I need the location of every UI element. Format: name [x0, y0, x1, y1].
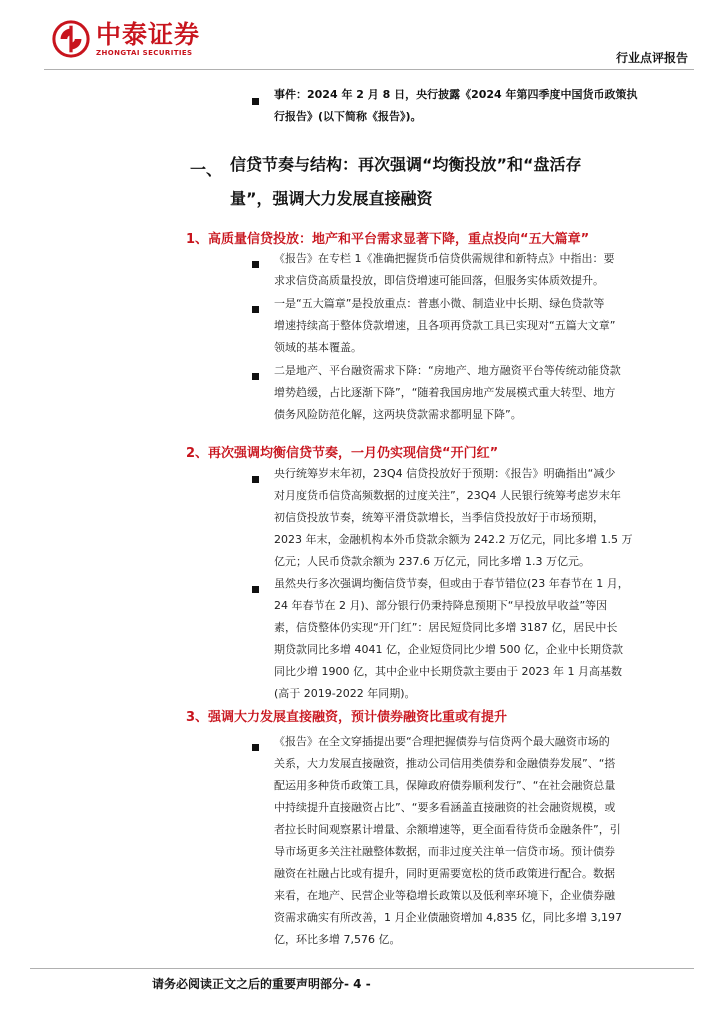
- logo-en: ZHONGTAI SECURITIES: [96, 48, 193, 57]
- page-footer: [152, 975, 371, 992]
- text-line: 对月度货币信贷高频数据的过度关注”，23Q4 人民银行统筹考虑岁末年: [274, 489, 621, 502]
- section-title-line: 量”，强调大力发展直接融资: [230, 189, 433, 208]
- bullet-icon: [252, 744, 259, 751]
- text-line: 者拉长时间观察累计增量、余额增速等，更全面看待货币金融条件”，引: [274, 823, 621, 836]
- event-paragraph: [274, 84, 674, 128]
- event-line: 行报告》(以下简称《报告》)。: [274, 110, 422, 123]
- text-line: 素，信贷整体仍实现“开门红”：居民短贷同比多增 3187 亿，居民中长: [274, 621, 618, 634]
- text-line: 融资在社融占比或有提升，同时更需要宽松的货币政策进行配合。数据: [274, 867, 615, 880]
- text-line: 导市场更多关注社融整体数据，而非过度关注单一信贷市场。预计债券: [274, 845, 615, 858]
- page-header: [0, 0, 724, 80]
- event-bullet-icon: [252, 98, 259, 105]
- header-divider: [44, 69, 694, 70]
- text-line: 2023 年末，金融机构本外币贷款余额为 242.2 万亿元，同比多增 1.5 万: [274, 533, 633, 546]
- sub1-bullet-1: [274, 248, 674, 292]
- text-line: 来看，在地产、民营企业等稳增长政策以及低利率环境下，企业债券融: [274, 889, 615, 902]
- sub2-bullet-2: [274, 573, 674, 705]
- text-line: 亿，环比多增 7,576 亿。: [274, 933, 401, 946]
- text-line: 关系，大力发展直接融资，推动公司信用类债券和金融债券发展”、“搭: [274, 757, 616, 770]
- section-title: [230, 148, 582, 216]
- subsection-title-3: 3、强调大力发展直接融资，预计债券融资比重或有提升: [186, 710, 508, 725]
- text-line: 增势趋缓，占比逐渐下降”，“随着我国房地产发展模式重大转型、地方: [274, 386, 616, 399]
- text-line: 配运用多种货币政策工具，保障政府债券顺利发行”、“在社会融资总量: [274, 779, 616, 792]
- text-line: 求求信贷高质量投放，即信贷增速可能回落，但服务实体质效提升。: [274, 274, 604, 287]
- sub1-bullet-3: [274, 360, 674, 426]
- sub1-bullet-2: [274, 293, 674, 359]
- text-line: 亿元；人民币贷款余额为 237.6 万亿元，同比多增 1.3 万亿元。: [274, 555, 590, 568]
- subsection-title-2: 2、再次强调均衡信贷节奏，一月仍实现信贷“开门红”: [186, 446, 499, 461]
- bullet-icon: [252, 373, 259, 380]
- event-line: 事件：2024 年 2 月 8 日，央行披露《2024 年第四季度中国货币政策执: [274, 88, 638, 101]
- text-line: 领域的基本覆盖。: [274, 341, 362, 354]
- text-line: 中持续提升直接融资占比”、“要多看涵盖直接融资的社会融资规模，或: [274, 801, 616, 814]
- section-title-line: 信贷节奏与结构：再次强调“均衡投放”和“盘活存: [230, 155, 582, 174]
- footer-divider: [30, 968, 694, 969]
- text-line: 增速持续高于整体贷款增速，且各项再贷款工具已实现对“五篇大文章”: [274, 319, 616, 332]
- bullet-icon: [252, 586, 259, 593]
- text-line: 初信贷投放节奏，统筹平滑贷款增长，当季信贷投放好于市场预期，: [274, 511, 604, 524]
- page-number: - 4 -: [344, 977, 371, 991]
- text-line: 二是地产、平台融资需求下降：“房地产、地方融资平台等传统动能贷款: [274, 364, 621, 377]
- logo-cn: 中泰证券: [96, 19, 201, 49]
- text-line: 资需求确实有所改善，1 月企业债融资增加 4,835 亿，同比多增 3,197: [274, 911, 622, 924]
- bullet-icon: [252, 261, 259, 268]
- text-line: 一是“五大篇章”是投放重点：普惠小微、制造业中长期、绿色贷款等: [274, 297, 605, 310]
- zhongtai-logo-icon: [52, 20, 90, 58]
- text-line: 央行统筹岁末年初，23Q4 信贷投放好于预期：《报告》明确指出“减少: [274, 467, 616, 480]
- text-line: 《报告》在全文穿插提出要“合理把握债券与信贷两个最大融资市场的: [274, 735, 610, 748]
- company-logo: [52, 20, 200, 58]
- bullet-icon: [252, 306, 259, 313]
- text-line: 同比少增 1900 亿，其中企业中长期贷款主要由于 2023 年 1 月高基数: [274, 665, 622, 678]
- sub3-bullet-1: [274, 731, 674, 951]
- text-line: 《报告》在专栏 1《准确把握货币信贷供需规律和新特点》中指出：要: [274, 252, 615, 265]
- bullet-icon: [252, 476, 259, 483]
- text-line: 24 年春节在 2 月)、部分银行仍秉持降息预期下“早投放早收益”等因: [274, 599, 608, 612]
- disclaimer-notice: 请务必阅读正文之后的重要声明部分: [152, 977, 345, 991]
- section-number: 一、: [190, 160, 223, 179]
- report-type: 行业点评报告: [615, 51, 688, 65]
- sub2-bullet-1: [274, 463, 674, 573]
- text-line: (高于 2019-2022 年同期)。: [274, 687, 416, 700]
- text-line: 期贷款同比多增 4041 亿，企业短贷同比少增 500 亿，企业中长期贷款: [274, 643, 623, 656]
- text-line: 债务风险防范化解，这两块贷款需求都明显下降”。: [274, 408, 522, 421]
- subsection-title-1: 1、高质量信贷投放：地产和平台需求显著下降，重点投向“五大篇章”: [186, 232, 590, 247]
- text-line: 虽然央行多次强调均衡信贷节奏，但或由于春节错位(23 年春节在 1 月，: [274, 577, 629, 590]
